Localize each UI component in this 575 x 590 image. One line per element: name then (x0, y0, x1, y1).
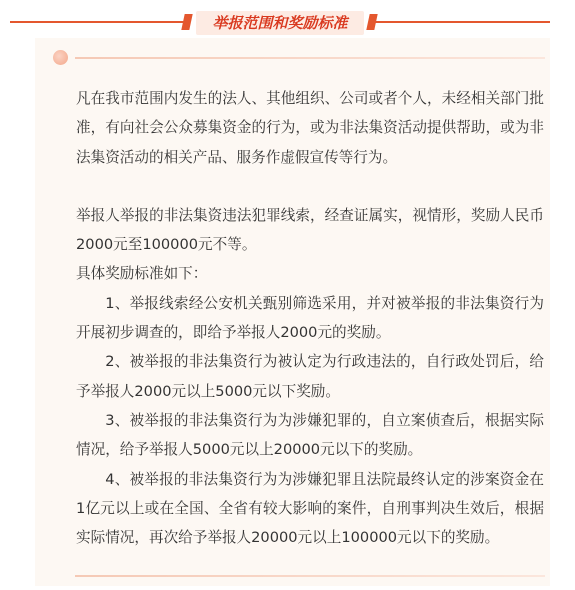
card-bottom-rule (75, 575, 545, 577)
reward-standard-heading: 具体奖励标准如下： (76, 265, 208, 283)
reward-item-3: 3、被举报的非法集资行为为涉嫌犯罪的，自立案侦查后，根据实际情况，给予举报人5000元以上20000元以下的奖励。 (76, 411, 544, 459)
header-rule-right (374, 21, 550, 23)
paragraph-gap (76, 172, 544, 201)
card-top-rule (75, 57, 545, 59)
header-rule-left (10, 21, 188, 23)
reward-item-4: 4、被举报的非法集资行为为涉嫌犯罪且法院最终认定的涉案资金在1亿元以上或在全国、全省有较大影响的案件，自刑事判决生效后，根据实际情况，再次给予举报人20000元以上100000元以下的奖励。 (76, 470, 544, 547)
header-accent-left (181, 14, 192, 30)
decorative-dot-icon (53, 50, 68, 65)
section-title: 举报范围和奖励标准 (196, 11, 364, 35)
section-header (0, 0, 575, 38)
reward-intro: 举报人举报的非法集资违法犯罪线索，经查证属实，视情形，奖励人民币2000元至100000元不等。 (76, 206, 544, 254)
reward-item-1: 1、举报线索经公安机关甄别筛选采用，并对被举报的非法集资行为开展初步调查的，即给予举报人2000元的奖励。 (76, 294, 544, 342)
article-body (76, 84, 544, 552)
reward-item-2: 2、被举报的非法集资行为被认定为行政违法的，自行政处罚后，给予举报人2000元以上5000元以下奖励。 (76, 353, 544, 400)
scope-paragraph: 凡在我市范围内发生的法人、其他组织、公司或者个人，未经相关部门批准，有向社会公众募集资金的行为，或为非法集资活动提供帮助，或为非法集资活动的相关产品、服务作虚假宣传等行为。 (76, 90, 544, 166)
